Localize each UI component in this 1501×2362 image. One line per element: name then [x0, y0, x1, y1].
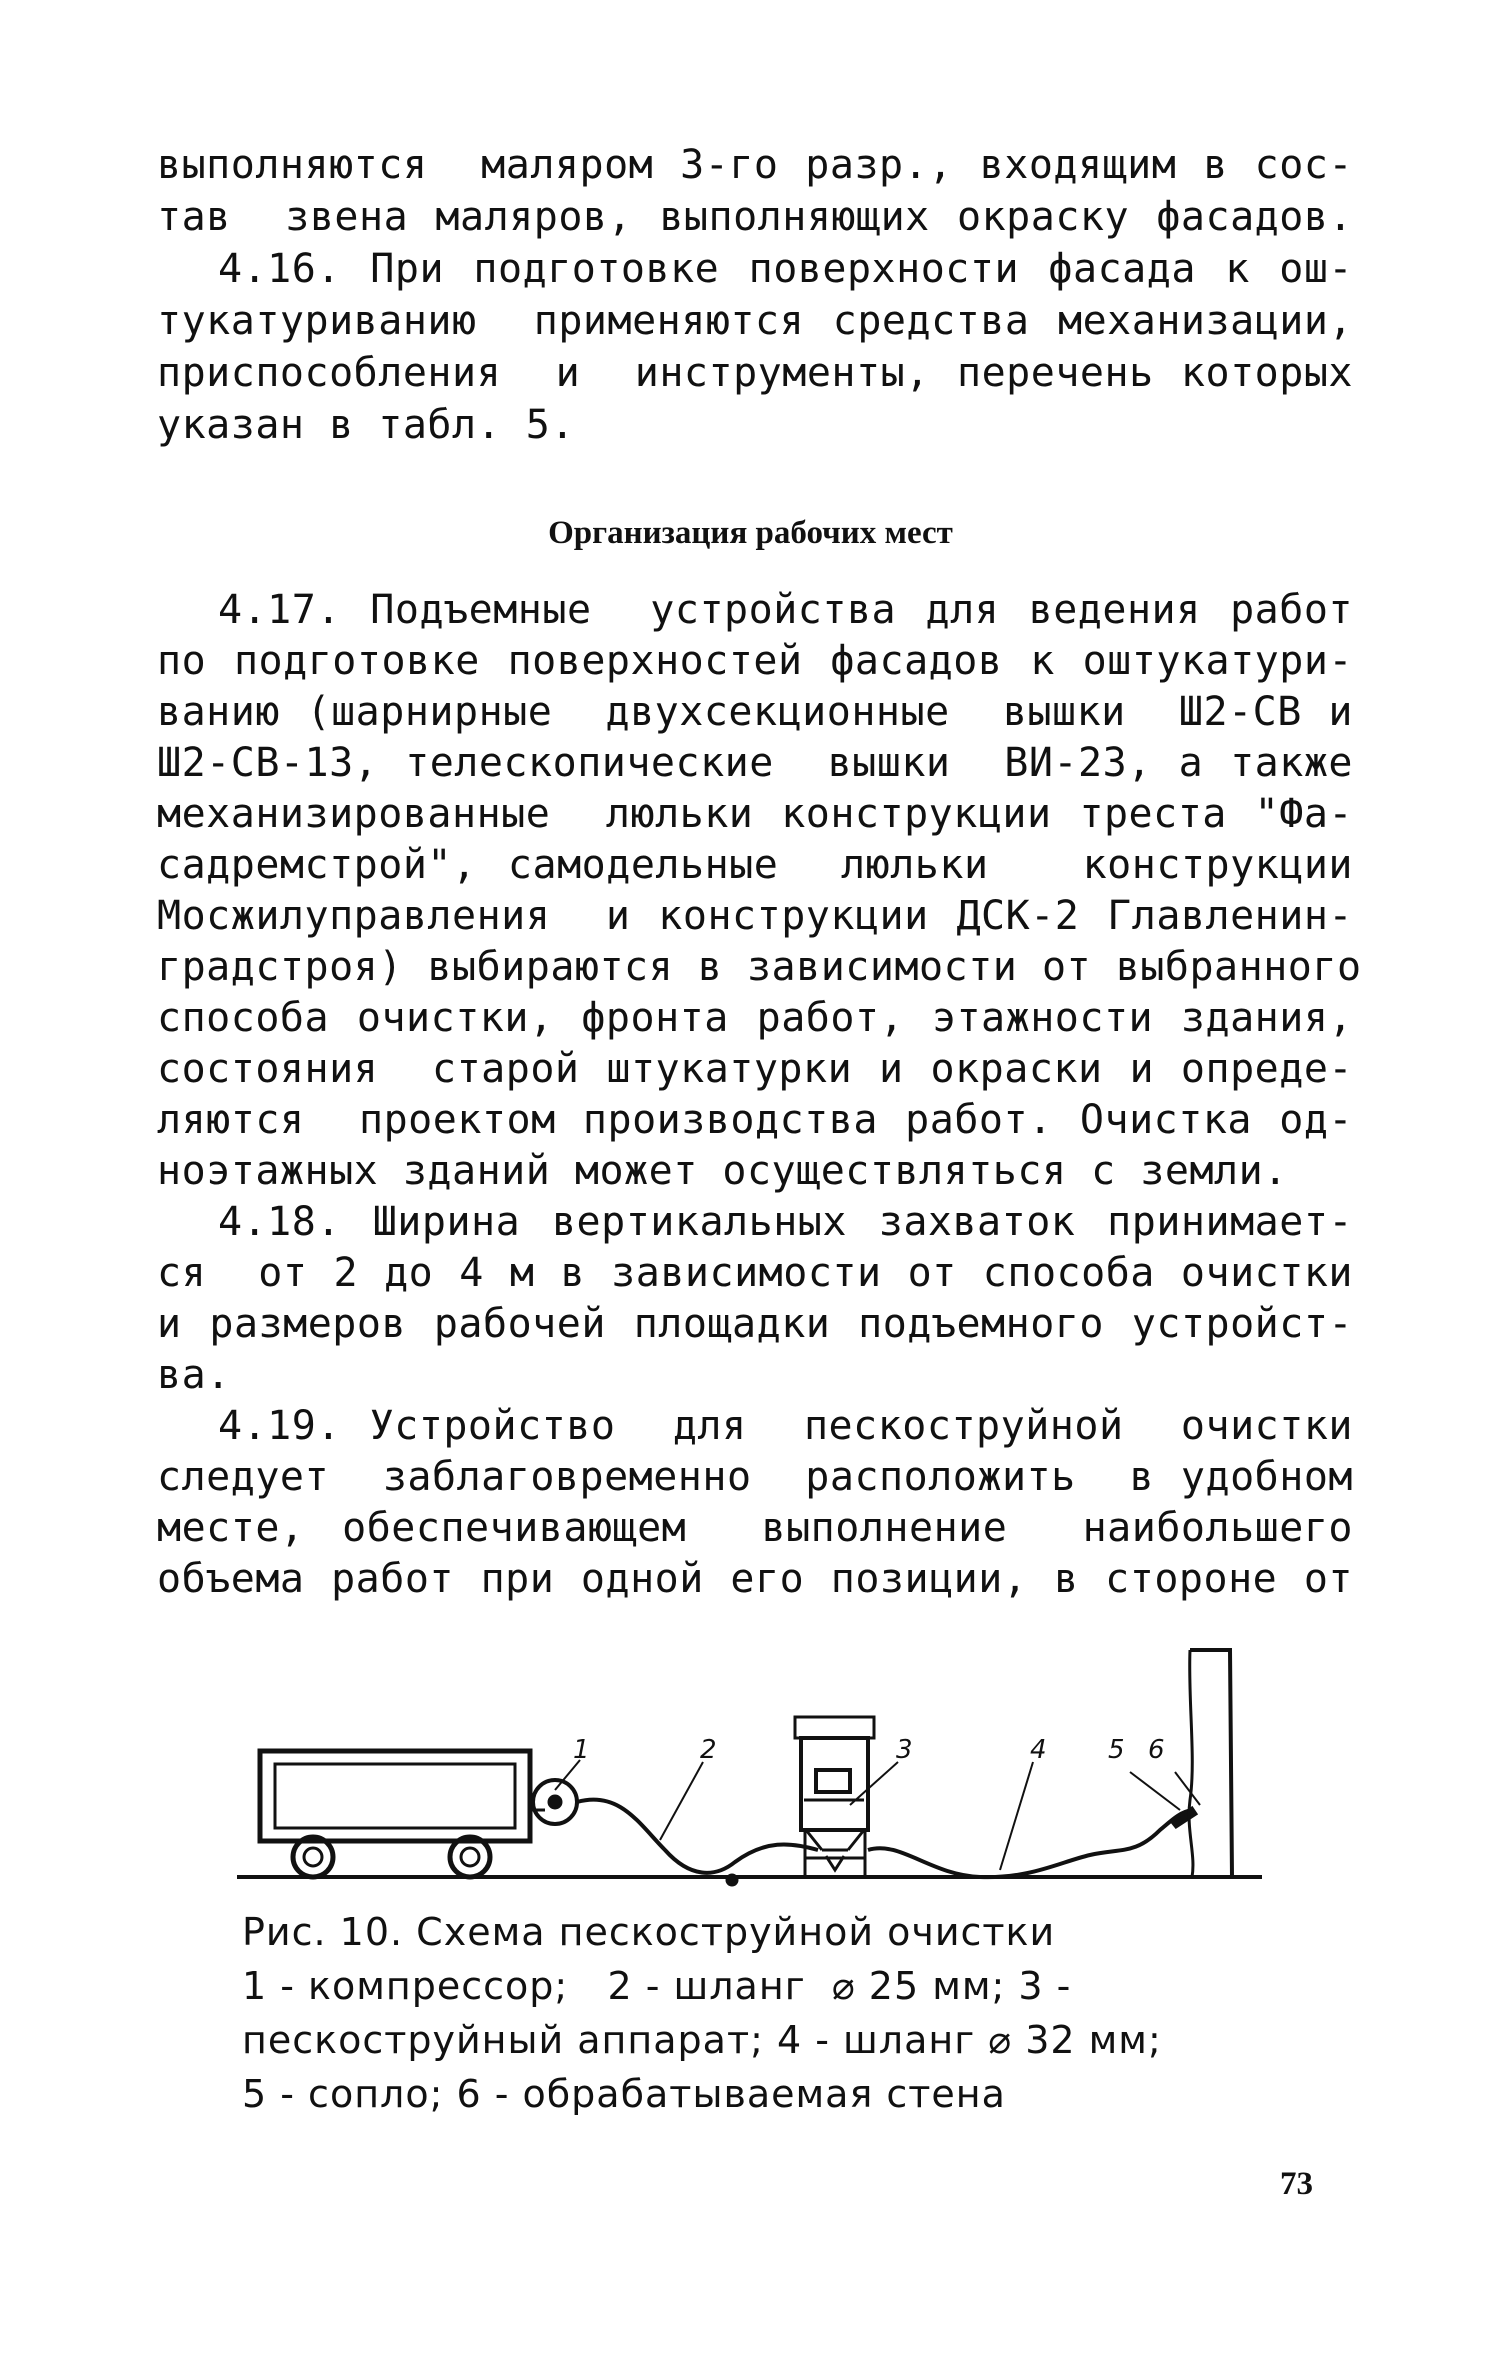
text-line: ляются проектом производства работ. Очистка од-: [157, 1097, 1353, 1143]
text-line: 4.18. Ширина вертикальных захваток принимает-: [218, 1199, 1353, 1245]
figure-caption-title: Рис. 10. Схема пескоструйной очистки: [242, 1910, 1056, 1954]
text-line: состояния старой штукатурки и окраски и опреде-: [157, 1046, 1353, 1092]
text-line: ванию (шарнирные двухсекционные вышки Ш2-СВ и: [157, 689, 1353, 735]
label-5: 5: [1108, 1735, 1125, 1765]
sandblaster: [795, 1717, 874, 1877]
label-2: 2: [700, 1735, 717, 1765]
text-line: 4.16. При подготовке поверхности фасада к ош-: [218, 246, 1353, 292]
text-line: выполняются маляром 3-го разр., входящим в сос-: [157, 142, 1353, 188]
text-line: по подготовке поверхностей фасадов к оштукатури-: [157, 638, 1353, 684]
text-line: 4.17. Подъемные устройства для ведения работ: [218, 587, 1353, 633]
text-line: ся от 2 до 4 м в зависимости от способа очистки: [157, 1250, 1353, 1296]
text-line: садремстрой", самодельные люльки конструкции: [157, 842, 1353, 888]
text-line: способа очистки, фронта работ, этажности здания,: [157, 995, 1353, 1041]
compressor-trailer: [260, 1751, 545, 1877]
text-line: Ш2-СВ-13, телескопические вышки ВИ-23, а также: [157, 740, 1353, 786]
text-line: Мосжилуправления и конструкции ДСК-2 Главленин-: [157, 893, 1353, 939]
text-line: и размеров рабочей площадки подъемного устройст-: [157, 1301, 1353, 1347]
figure-caption-line: 1 - компрессор; 2 - шланг ⌀ 25 мм; 3 -: [242, 1964, 1072, 2008]
text-line: ноэтажных зданий может осуществляться с земли.: [157, 1148, 1288, 1194]
label-3: 3: [896, 1735, 913, 1765]
sandblasting-diagram: [0, 1630, 1501, 1900]
figure-caption-line: 5 - сопло; 6 - обрабатываемая стена: [242, 2072, 1006, 2116]
section-heading: Организация рабочих мест: [548, 515, 953, 551]
text-line: механизированные люльки конструкции треста "Фа-: [157, 791, 1353, 837]
label-4: 4: [1030, 1735, 1047, 1765]
text-line: ва.: [157, 1352, 231, 1398]
text-line: объема работ при одной его позиции, в стороне от: [157, 1556, 1353, 1602]
figure-caption-line: пескоструйный аппарат; 4 - шланг ⌀ 32 мм;: [242, 2018, 1162, 2062]
hose-joint: [727, 1875, 737, 1885]
compressor: [533, 1780, 577, 1824]
label-6: 6: [1148, 1735, 1165, 1765]
text-line: следует заблаговременно расположить в удобном: [157, 1454, 1353, 1500]
text-line: градстроя) выбираются в зависимости от выбранного: [157, 944, 1362, 990]
text-line: месте, обеспечивающем выполнение наибольшего: [157, 1505, 1353, 1551]
hose-32mm: [868, 1810, 1192, 1877]
text-line: 4.19. Устройство для пескоструйной очистки: [218, 1403, 1353, 1449]
treated-wall: [1189, 1650, 1232, 1877]
page-number: 73: [1280, 2166, 1313, 2202]
hose-25mm: [577, 1800, 818, 1873]
text-line: тав звена маляров, выполняющих окраску фасадов.: [157, 194, 1353, 240]
label-1: 1: [573, 1735, 590, 1765]
text-line: указан в табл. 5.: [157, 402, 575, 448]
text-line: приспособления и инструменты, перечень которых: [157, 350, 1353, 396]
text-line: тукатуриванию применяются средства механизации,: [157, 298, 1353, 344]
